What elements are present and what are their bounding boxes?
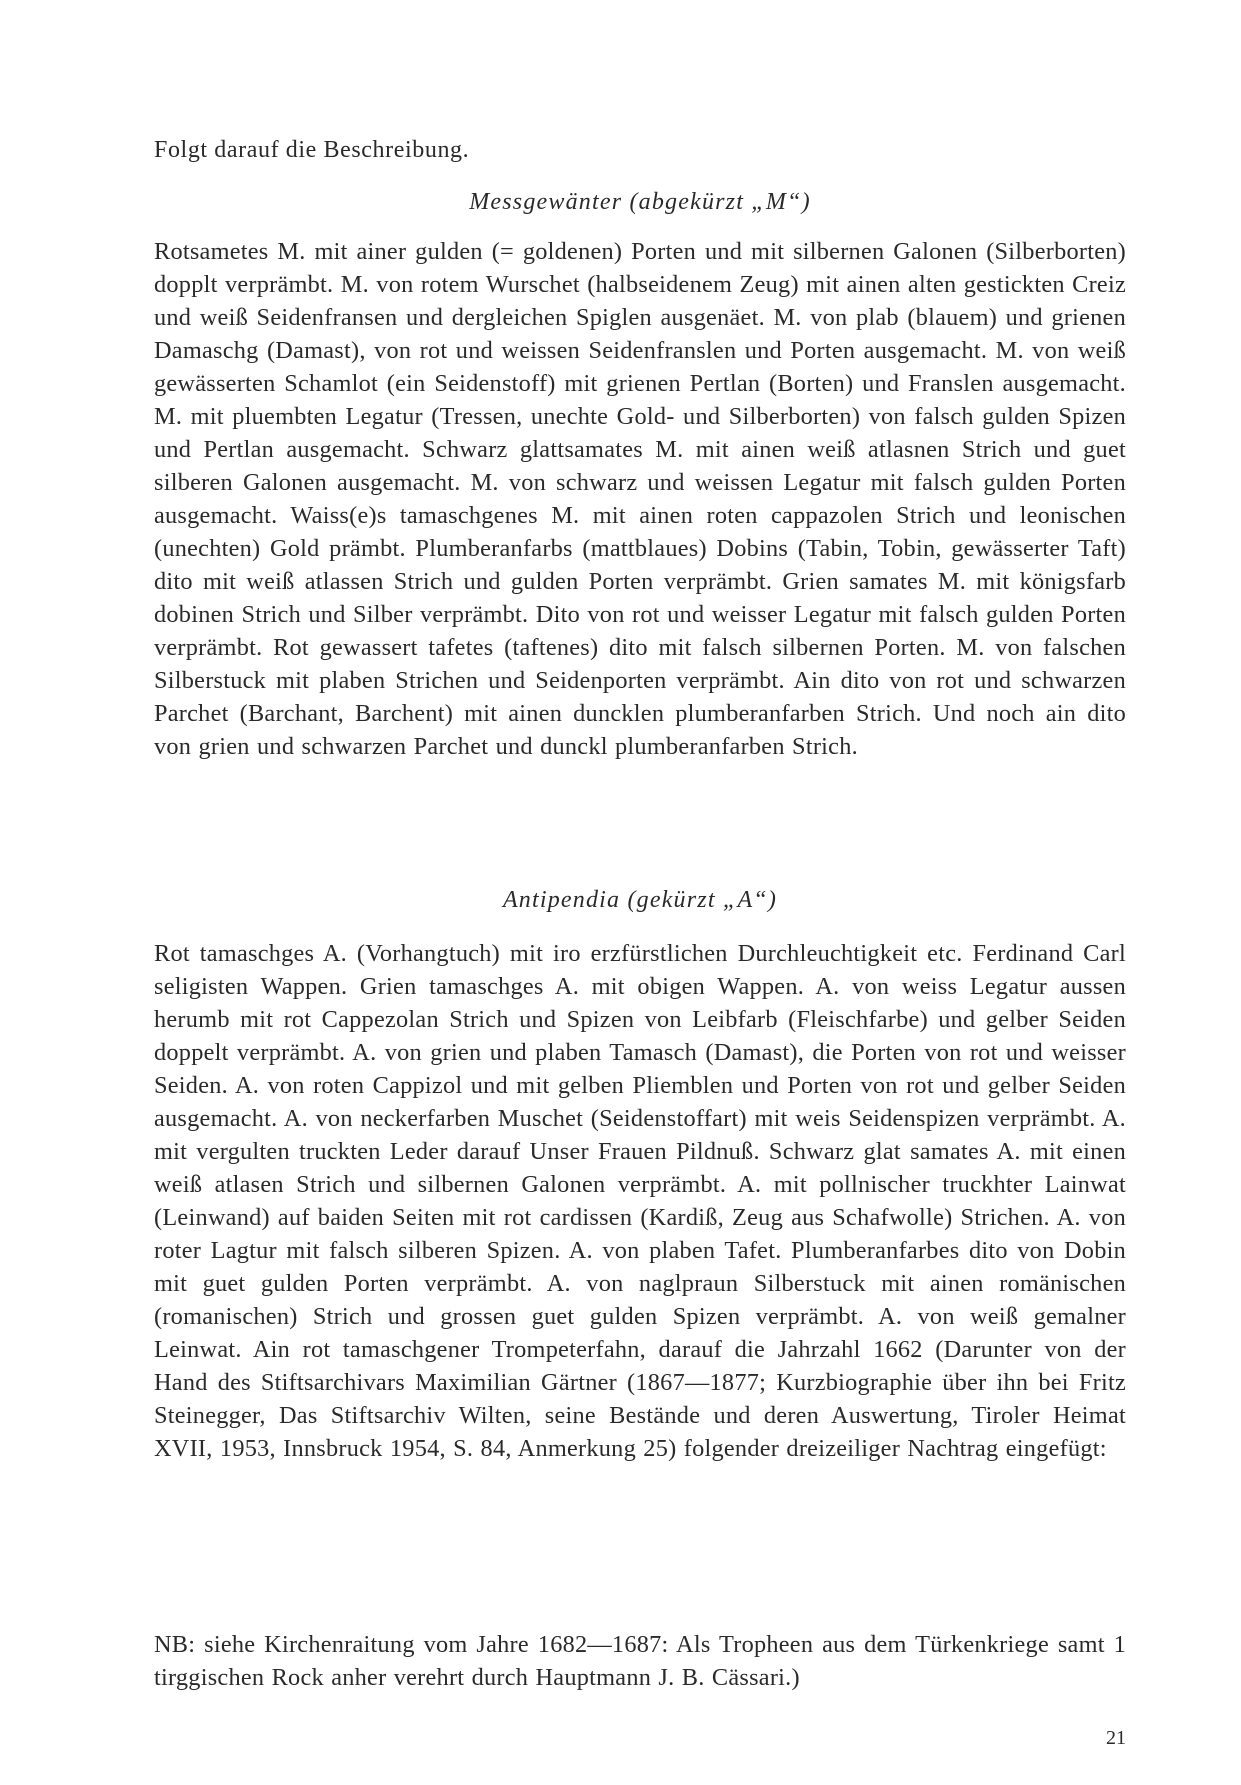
intro-line: Folgt darauf die Beschreibung. [154,137,470,163]
section-heading-antipendia: Antipendia (gekürzt „A“) [502,887,778,913]
paragraph-antipendia: Rot tamaschges A. (Vorhangtuch) mit iro erzfürstlichen Durchleuchtigkeit etc. Ferdinand Carl seligisten Wappen. Grien tamaschges A. mit obigen Wappen. A. von weiss Legatur aussen herumb mit rot Cappezolan Strich und Spizen von Leibfarb (Fleischfarbe) und gelber Seiden doppelt verprämbt. A. von grien und plaben Tamasch (Damast), die Porten von rot und weisser Seiden. A. von roten Cappizol und mit gelben Pliemblen und Porten von rot und gelber Seiden ausgemacht. A. von neckerfarben Muschet (Seidenstoffart) mit weis Seidenspizen verprämbt. A. mit vergulten truckten Leder darauf Unser Frauen Pildnuß. Schwarz glat samates A. mit einen weiß atlasen Strich und silbernen Galonen verprämbt. A. mit pollnischer truckhter Lainwat (Leinwand) auf baiden Seiten mit rot cardissen (Kardiß, Zeug aus Schafwolle) Strichen. A. von roter Lagtur mit falsch silberen Spizen. A. von plaben Tafet. Plumberanfarbes dito von Dobin mit guet gulden Porten verprämbt. A. von naglpraun Silberstuck mit ainen romänischen (romanischen) Strich und grossen guet gulden Spizen verprämbt. A. von weiß gemalner Leinwat. Ain rot tamaschgener Trompeterfahn, darauf die Jahrzahl 1662 (Darunter von der Hand des Stiftsarchivars Maximilian Gärtner (1867—1877; Kurzbiographie über ihn bei Fritz Steinegger, Das Stiftsarchiv Wilten, seine Bestände und deren Auswertung, Tiroler Heimat XVII, 1953, Innsbruck 1954, S. 84, Anmerkung 25) folgender dreizeiliger Nachtrag eingefügt: [154,940,1126,1462]
page-number: 21 [1106,1727,1126,1749]
paragraph-messgewaenter: Rotsametes M. mit ainer gulden (= goldenen) Porten und mit silbernen Galonen (Silberborten) dopplt verprämbt. M. von rotem Wurschet (halbseidenem Zeug) mit ainen alten gestickten Creiz und weiß Seidenfransen und dergleichen Spiglen ausgenäet. M. von plab (blauem) und grienen Damaschg (Damast), von rot und weissen Seidenfranslen und Porten ausgemacht. M. von weiß gewässerten Schamlot (ein Seidenstoff) mit grienen Pertlan (Borten) und Franslen ausgemacht. M. mit pluembten Legatur (Tressen, unechte Gold- und Silberborten) von falsch gulden Spizen und Pertlan ausgemacht. Schwarz glattsamates M. mit ainen weiß atlasnen Strich und guet silberen Galonen ausgemacht. M. von schwarz und weissen Legatur mit falsch gulden Porten ausgemacht. Waiss(e)s tamaschgenes M. mit ainen roten cappazolen Strich und leonischen (unechten) Gold prämbt. Plumberanfarbs (mattblaues) Dobins (Tabin, Tobin, gewässerter Taft) dito mit weiß atlassen Strich und gulden Porten verprämbt. Grien samates M. mit königsfarb dobinen Strich und Silber verprämbt. Dito von rot und weisser Legatur mit falsch gulden Porten verprämbt. Rot gewassert tafetes (taftenes) dito mit falsch silbernen Porten. M. von falschen Silberstuck mit plaben Strichen und Seidenporten verprämbt. Ain dito von rot und schwarzen Parchet (Barchant, Barchent) mit ainen duncklen plumberanfarben Strich. Und noch ain dito von grien und schwarzen Parchet und dunckl plumberanfarben Strich. [154,238,1126,760]
paragraph-note: NB: siehe Kirchenraitung vom Jahre 1682—1687: Als Tropheen aus dem Türkenkriege samt 1 tirggischen Rock anher verehrt durch Hauptmann J. B. Cässari.) [154,1631,1126,1691]
section-heading-messgewaenter: Messgewänter (abgekürzt „M“) [469,189,811,215]
